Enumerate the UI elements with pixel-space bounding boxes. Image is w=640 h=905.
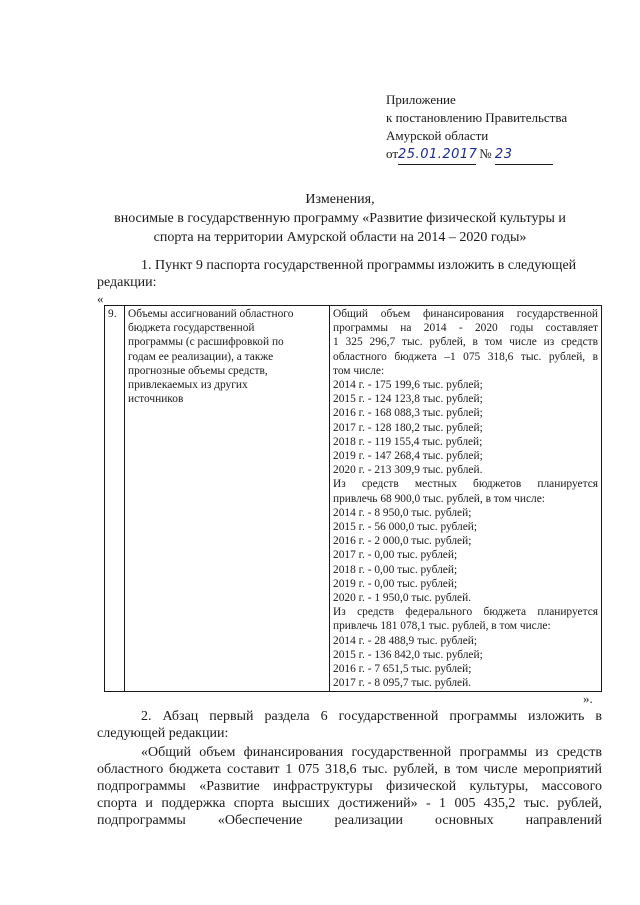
- title-line-3: спорта на территории Амурской области на 2014 – 2020 годы»: [153, 230, 527, 245]
- value-line: областного бюджета –1 075 318,6 тыс. рублей, в: [333, 350, 598, 363]
- value-line: Из средств местных бюджетов планируется: [333, 478, 598, 491]
- item-2-quote: [97, 744, 602, 829]
- value-line: 2014 г. - 8 950,0 тыс. рублей;: [333, 506, 472, 519]
- value-line: 2016 г. - 2 000,0 тыс. рублей;: [333, 535, 472, 548]
- description-line: источников: [128, 393, 184, 406]
- description-line: прогнозные объемы средств,: [128, 364, 268, 377]
- closing-quote: ».: [583, 691, 593, 706]
- quote-line: подпрограммы «Развитие инфраструктуры физической культуры, массового: [97, 779, 602, 794]
- appendix-region: Амурской области: [386, 128, 489, 143]
- title-line-2: вносимые в государственную программу «Развитие физической культуры и: [114, 211, 566, 226]
- value-line: 2014 г. - 28 488,9 тыс. рублей;: [333, 634, 478, 647]
- quote-line: «Общий объем финансирования государственной программы из средств: [141, 745, 602, 760]
- item-2-line-1: 2. Абзац первый раздела 6 государственной программы изложить в: [141, 709, 602, 724]
- value-line: Из средств федерального бюджета планируется: [333, 606, 598, 619]
- item-1-line-2: редакции:: [97, 275, 157, 290]
- row-number: 9.: [108, 308, 117, 320]
- value-line: 2019 г. - 147 268,4 тыс. рублей;: [333, 450, 483, 463]
- row-number-cell: [105, 306, 125, 692]
- item-2-paragraph: [97, 708, 602, 742]
- description-line: бюджета государственной: [128, 322, 255, 335]
- value-line: 2017 г. - 128 180,2 тыс. рублей;: [333, 421, 483, 434]
- appendix-title: Приложение: [386, 92, 456, 107]
- value-line: программы на 2014 - 2020 годы составляет: [333, 322, 598, 335]
- value-line: том числе:: [333, 364, 385, 377]
- item-1-paragraph: [97, 257, 602, 291]
- description-line: годам ее реализации), а также: [128, 350, 274, 363]
- quote-line: подпрограммы «Обеспечение реализации основных направлений: [97, 813, 602, 828]
- handwritten-date: 25.01.2017: [398, 147, 478, 162]
- item-1-line-1: 1. Пункт 9 паспорта государственной программы изложить в следующей: [141, 258, 577, 273]
- item-2-line-2: следующей редакции:: [97, 726, 229, 741]
- value-line: 2014 г. - 175 199,6 тыс. рублей;: [333, 379, 483, 392]
- value-line: привлечь 68 900,0 тыс. рублей, в том числе:: [333, 492, 545, 505]
- appendix-resolution: к постановлению Правительства: [386, 110, 568, 125]
- title-line-1: Изменения,: [305, 192, 375, 207]
- value-line: 2018 г. - 0,00 тыс. рублей;: [333, 563, 458, 576]
- date-prefix: от: [386, 146, 399, 161]
- changes-title: [60, 190, 620, 247]
- value-line: 2015 г. - 124 123,8 тыс. рублей;: [333, 393, 483, 406]
- value-line: 2016 г. - 168 088,3 тыс. рублей;: [333, 407, 483, 420]
- value-line: 2020 г. - 1 950,0 тыс. рублей.: [333, 592, 472, 605]
- appendix-header: [386, 91, 567, 165]
- description-line: программы (с расшифровкой по: [128, 336, 284, 349]
- handwritten-number: 23: [494, 147, 513, 162]
- value-cell: [330, 306, 602, 692]
- value-line: 2018 г. - 119 155,4 тыс. рублей;: [333, 435, 483, 448]
- value-line: 2015 г. - 136 842,0 тыс. рублей;: [333, 648, 483, 661]
- passport-table: [104, 305, 602, 692]
- value-line: 2016 г. - 7 651,5 тыс. рублей;: [333, 663, 472, 676]
- value-line: Общий объем финансирования государственной: [333, 308, 598, 320]
- description-line: привлекаемых из других: [128, 379, 248, 392]
- description-cell: [125, 306, 330, 692]
- quote-line: областного бюджета составит 1 075 318,6 тыс. рублей, в том числе мероприятий: [97, 762, 602, 777]
- value-line: 2019 г. - 0,00 тыс. рублей;: [333, 577, 458, 590]
- description-line: Объемы ассигнований областного: [128, 308, 294, 320]
- appendix-date-line: [386, 145, 567, 165]
- table-row: [105, 306, 602, 692]
- value-line: 1 325 296,7 тыс. рублей, в том числе из средств: [333, 336, 598, 349]
- number-label: №: [479, 146, 492, 161]
- value-line: привлечь 181 078,1 тыс. рублей, в том числе:: [333, 620, 551, 633]
- value-line: 2015 г. - 56 000,0 тыс. рублей;: [333, 521, 478, 534]
- opening-quote: «: [97, 291, 104, 306]
- value-line: 2020 г. - 213 309,9 тыс. рублей.: [333, 464, 483, 477]
- value-line: 2017 г. - 8 095,7 тыс. рублей.: [333, 677, 472, 690]
- value-line: 2017 г. - 0,00 тыс. рублей;: [333, 549, 458, 562]
- quote-line: спорта и поддержка спорта высших достижений» - 1 005 435,2 тыс. рублей,: [97, 796, 602, 811]
